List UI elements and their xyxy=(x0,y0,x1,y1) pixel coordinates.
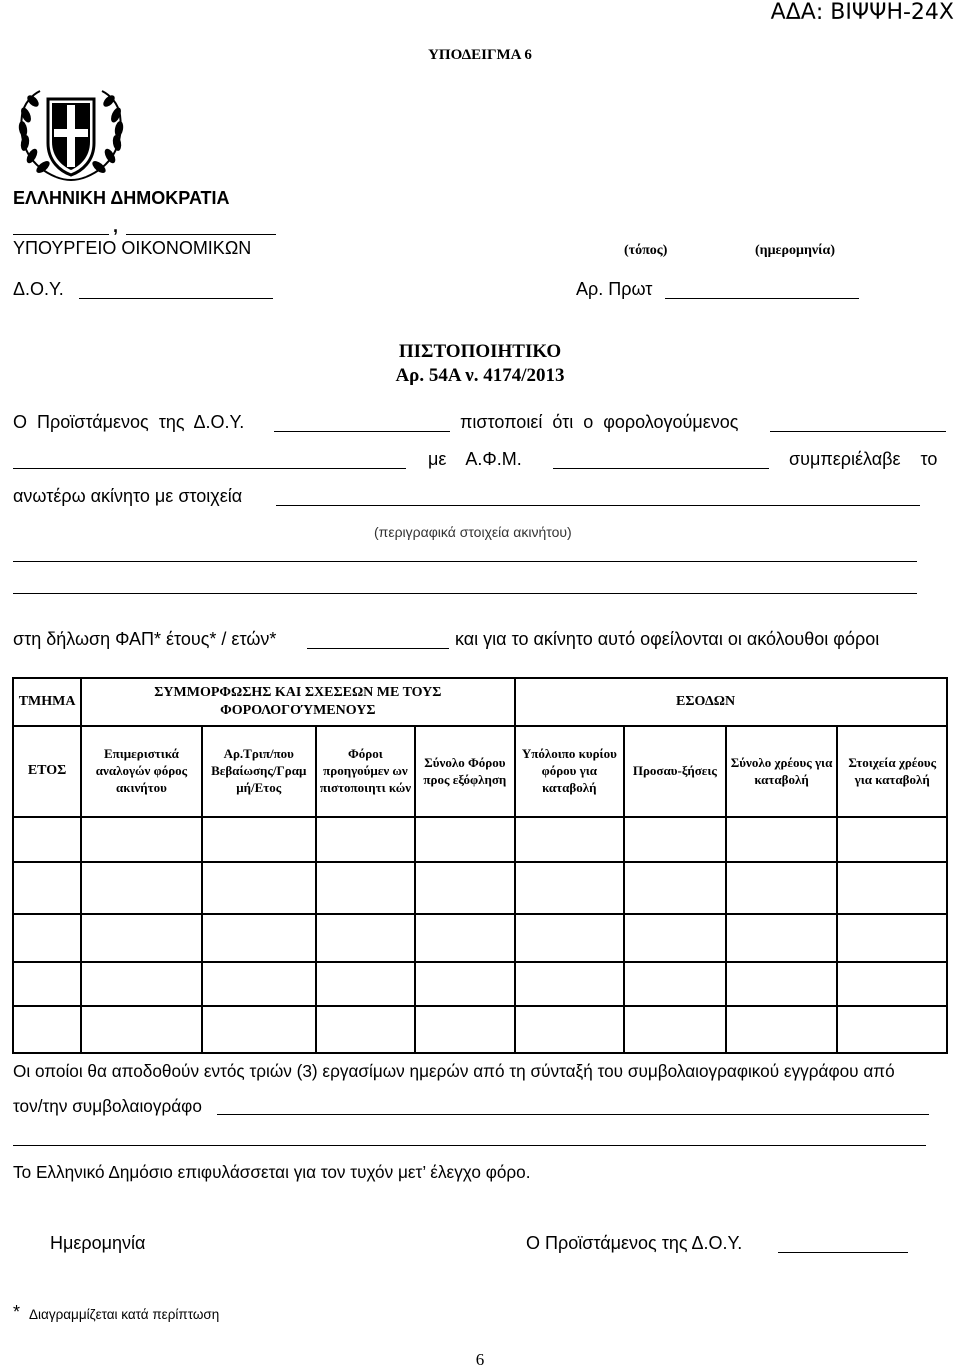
table-cell xyxy=(13,862,81,914)
col-proportional-tax: Επιμεριστικά αναλογών φόρος ακινήτου xyxy=(81,726,202,817)
table-cell xyxy=(202,862,316,914)
table-cell xyxy=(837,914,947,962)
table-cell xyxy=(515,817,624,862)
coat-of-arms-emblem xyxy=(12,85,130,185)
header-comma: , xyxy=(113,216,119,236)
body-text-2a: με Α.Φ.Μ. xyxy=(428,449,522,469)
body-text-3: ανωτέρω ακίνητο με στοιχεία xyxy=(13,486,243,506)
description-note: (περιγραφικά στοιχεία ακινήτου) xyxy=(374,524,572,540)
table-cell xyxy=(81,862,202,914)
table-cell xyxy=(837,1006,947,1053)
table-cell xyxy=(415,1006,514,1053)
table-cell xyxy=(81,914,202,962)
body-text-7: Το Ελληνικό Δημόσιο επιφυλάσσεται για τον τυχόν μετ’ έλεγχο φόρο. xyxy=(13,1162,531,1182)
page-number: 6 xyxy=(475,1350,485,1369)
table-cell xyxy=(837,862,947,914)
table-cell xyxy=(202,1006,316,1053)
body-text-6: τον/την συμβολαιογράφο xyxy=(13,1096,202,1116)
table-cell xyxy=(726,914,838,962)
table-cell xyxy=(81,1006,202,1053)
sample-title: ΥΠΟΔΕΙΓΜΑ 6 xyxy=(428,47,532,63)
table-cell xyxy=(837,962,947,1006)
body-text-1a: Ο Προϊστάμενος της Δ.Ο.Υ. xyxy=(13,412,245,432)
header-revenue-group: ΕΣΟΔΩΝ xyxy=(624,678,947,726)
table-cell xyxy=(13,1006,81,1053)
header-blank-2 xyxy=(126,234,276,235)
protocol-label: Αρ. Πρωτ xyxy=(576,279,653,299)
table-cell xyxy=(515,962,624,1006)
table-cell xyxy=(624,862,726,914)
table-cell xyxy=(81,962,202,1006)
footnote-text: Διαγραμμίζεται κατά περίπτωση xyxy=(29,1307,220,1322)
table-cell xyxy=(624,962,726,1006)
table-cell xyxy=(837,817,947,862)
property-blank-line-1 xyxy=(13,561,917,562)
certificate-law: Αρ. 54Α ν. 4174/2013 xyxy=(395,365,565,386)
col-previous-certificates: Φόροι προηγούμεν ων πιστοποιητι κών xyxy=(316,726,415,817)
date-label: (ημερομηνία) xyxy=(755,243,835,258)
header-compliance-group: ΣΥΜΜΟΡΦΩΣΗΣ ΚΑΙ ΣΧΕΣΕΩΝ ΜΕ ΤΟΥΣ ΦΟΡΟΛΟΓΟΎΜΕΝΟΥΣ xyxy=(81,678,514,726)
year-blank xyxy=(307,648,449,649)
table-cell xyxy=(316,862,415,914)
table-cell xyxy=(415,962,514,1006)
table-cell xyxy=(316,817,415,862)
signer-blank xyxy=(778,1252,908,1253)
table-cell xyxy=(316,1006,415,1053)
body-text-4a: στη δήλωση ΦΑΠ* έτους* / ετών* xyxy=(13,629,277,649)
certificate-title: ΠΙΣΤΟΠΟΙΗΤΙΚΟ xyxy=(398,341,562,362)
col-assessment-number: Αρ.Τριπ/που Βεβαίωσης/Γραμ μή/Ετος xyxy=(202,726,316,817)
notary-blank-line-2 xyxy=(13,1145,926,1146)
header-etos: ΕΤΟΣ xyxy=(13,726,81,817)
col-surcharges: Προσαυ-ξήσεις xyxy=(624,726,726,817)
col-principal-balance: Υπόλοιπο κυρίου φόρου για καταβολή xyxy=(515,726,624,817)
table-cell xyxy=(415,914,514,962)
ada-code: ΑΔΑ: ΒΙΨΨΗ-24Χ xyxy=(770,0,954,25)
table-cell xyxy=(515,1006,624,1053)
property-blank-line-2 xyxy=(13,593,917,594)
doy-name-blank xyxy=(274,431,450,432)
col-total-debt: Σύνολο χρέους για καταβολή xyxy=(726,726,838,817)
place-label: (τόπος) xyxy=(624,243,668,258)
taxpayer-name-blank xyxy=(13,468,406,469)
table-cell xyxy=(13,962,81,1006)
afm-blank xyxy=(553,468,769,469)
table-cell xyxy=(202,914,316,962)
header-blank-1 xyxy=(13,234,109,235)
republic-title: ΕΛΛΗΝΙΚΗ ΔΗΜΟΚΡΑΤΙΑ xyxy=(13,188,230,208)
table-cell xyxy=(81,817,202,862)
table-cell xyxy=(202,817,316,862)
table-cell xyxy=(624,817,726,862)
header-tmima: ΤΜΗΜΑ xyxy=(13,678,81,726)
table-cell xyxy=(624,914,726,962)
body-text-5: Οι οποίοι θα αποδοθούν εντός τριών (3) εργασίμων ημερών από τη σύνταξή του συμβολαιογραφικού εγγράφου από xyxy=(13,1061,895,1081)
table-cell xyxy=(515,862,624,914)
footnote-star: * xyxy=(13,1302,21,1322)
table-cell xyxy=(624,1006,726,1053)
col-total-tax: Σύνολο Φόρου προς εξόφληση xyxy=(415,726,514,817)
ministry-name: ΥΠΟΥΡΓΕΙΟ ΟΙΚΟΝΟΜΙΚΩΝ xyxy=(13,238,252,258)
doy-label: Δ.Ο.Υ. xyxy=(13,279,64,299)
table-cell xyxy=(415,817,514,862)
notary-blank xyxy=(217,1114,929,1115)
table-cell xyxy=(13,817,81,862)
col-debt-details: Στοιχεία χρέους για καταβολή xyxy=(837,726,947,817)
body-text-2b: συμπεριέλαβε το xyxy=(789,449,938,469)
signer-label: Ο Προϊστάμενος της Δ.Ο.Υ. xyxy=(526,1233,743,1253)
taxpayer-blank xyxy=(770,431,946,432)
table-cell xyxy=(202,962,316,1006)
table-cell xyxy=(515,914,624,962)
table-cell xyxy=(415,862,514,914)
body-text-1b: πιστοποιεί ότι ο φορολογούμενος xyxy=(460,412,739,432)
table-cell xyxy=(316,962,415,1006)
property-details-blank xyxy=(276,505,920,506)
table-cell xyxy=(726,862,838,914)
doy-blank xyxy=(79,298,273,299)
table-cell xyxy=(726,817,838,862)
tax-table xyxy=(12,677,948,1052)
body-text-4b: και για το ακίνητο αυτό οφείλονται οι ακόλουθοι φόροι xyxy=(455,629,880,649)
table-cell xyxy=(726,962,838,1006)
protocol-blank xyxy=(665,298,859,299)
coat-of-arms-icon xyxy=(12,85,130,185)
table-cell xyxy=(726,1006,838,1053)
date-signature-label: Ημερομηνία xyxy=(50,1233,146,1253)
header-spacer xyxy=(515,678,624,726)
table-cell xyxy=(316,914,415,962)
table-cell xyxy=(13,914,81,962)
